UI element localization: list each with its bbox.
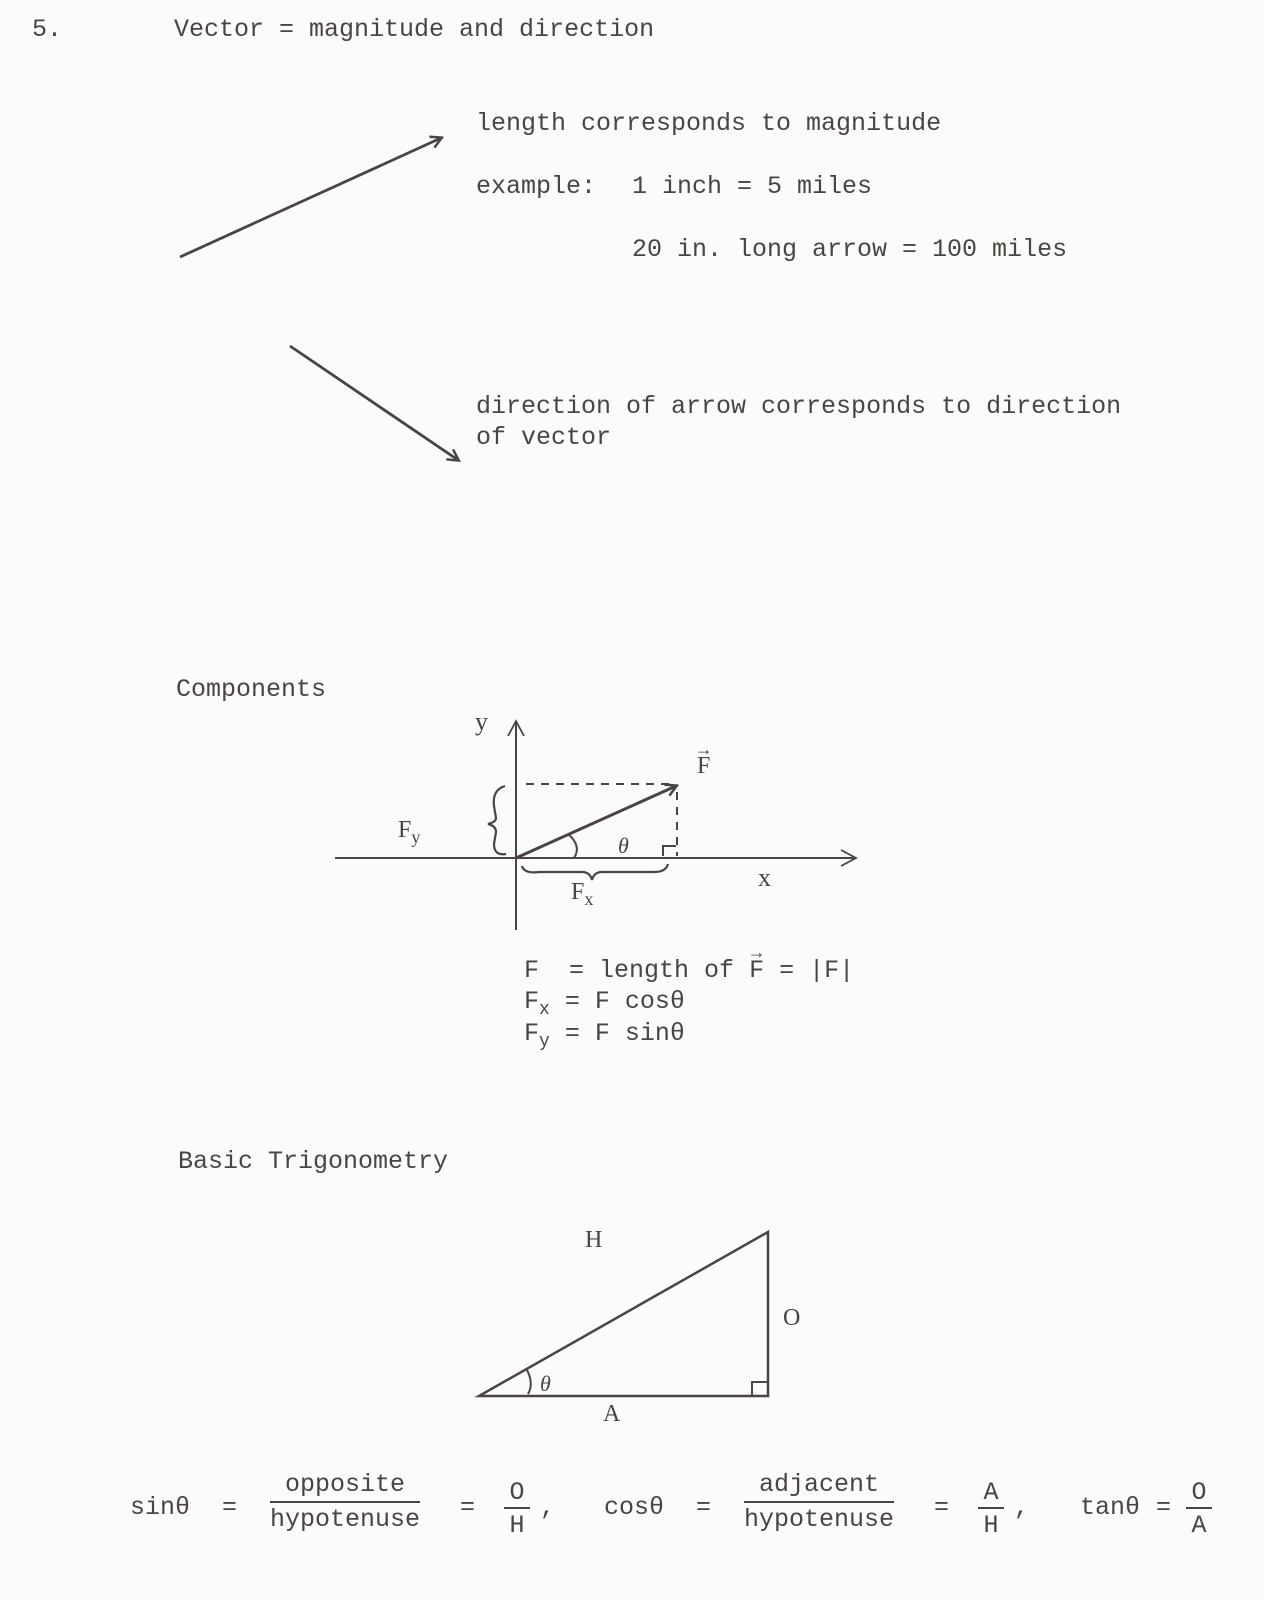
y-axis-label: y — [475, 707, 488, 736]
cos-fraction: adjacent hypotenuse — [744, 1470, 895, 1534]
x-axis-label: x — [758, 863, 771, 892]
example-line-2: 20 in. long arrow = 100 miles — [632, 235, 1068, 264]
sin-eq: = — [222, 1493, 238, 1522]
trig-heading: Basic Trigonometry — [178, 1147, 449, 1176]
equation-fy: $F_y = F$ sinθ — [524, 1019, 685, 1052]
vector-f-label: → F — [697, 752, 710, 780]
magnitude-note: length corresponds to magnitude — [476, 109, 942, 138]
angle-theta-label: θ — [618, 833, 629, 858]
adjacent-label: A — [603, 1401, 621, 1427]
example-line-1: 1 inch = 5 miles — [632, 172, 873, 201]
section-number: 5. — [32, 15, 63, 44]
example-label: example: — [476, 172, 597, 201]
direction-arrow-icon — [290, 346, 458, 460]
sin-fraction: opposite hypotenuse — [270, 1470, 421, 1534]
cos-sep: , — [1014, 1493, 1030, 1522]
cos-short-fraction: $\frac{A}{H}$ — [978, 1478, 1004, 1540]
page-title: Vector = magnitude and direction — [174, 15, 655, 44]
sin-eq2: = — [460, 1493, 476, 1522]
tan-short-fraction: $\frac{O}{A}$ — [1186, 1478, 1212, 1540]
equation-magnitude: F = length of → F = |F| — [524, 957, 854, 985]
sin-short-fraction: $\frac{O}{H}$ — [504, 1478, 530, 1540]
opposite-label: O — [783, 1305, 801, 1331]
cos-name: cosθ — [604, 1493, 665, 1522]
cos-eq2: = — [934, 1493, 950, 1522]
equation-fx: $F_x = F$ cosθ — [524, 987, 685, 1020]
hypotenuse-label: H — [585, 1227, 603, 1253]
components-heading: Components — [176, 675, 327, 704]
magnitude-arrow-icon — [180, 138, 441, 257]
fx-label: $F_x$ — [571, 879, 594, 909]
fy-label: $F_y$ — [398, 817, 421, 847]
tan-name: tanθ — [1080, 1493, 1141, 1522]
tan-eq: = — [1156, 1493, 1172, 1522]
cos-eq: = — [696, 1493, 712, 1522]
triangle-angle-label: θ — [540, 1371, 551, 1396]
sin-sep: , — [540, 1493, 556, 1522]
direction-note-line-2: of vector — [476, 423, 612, 452]
direction-note-line-1: direction of arrow corresponds to direction — [476, 392, 1122, 421]
right-triangle-diagram — [479, 1232, 768, 1396]
sin-name: sinθ — [130, 1493, 191, 1522]
